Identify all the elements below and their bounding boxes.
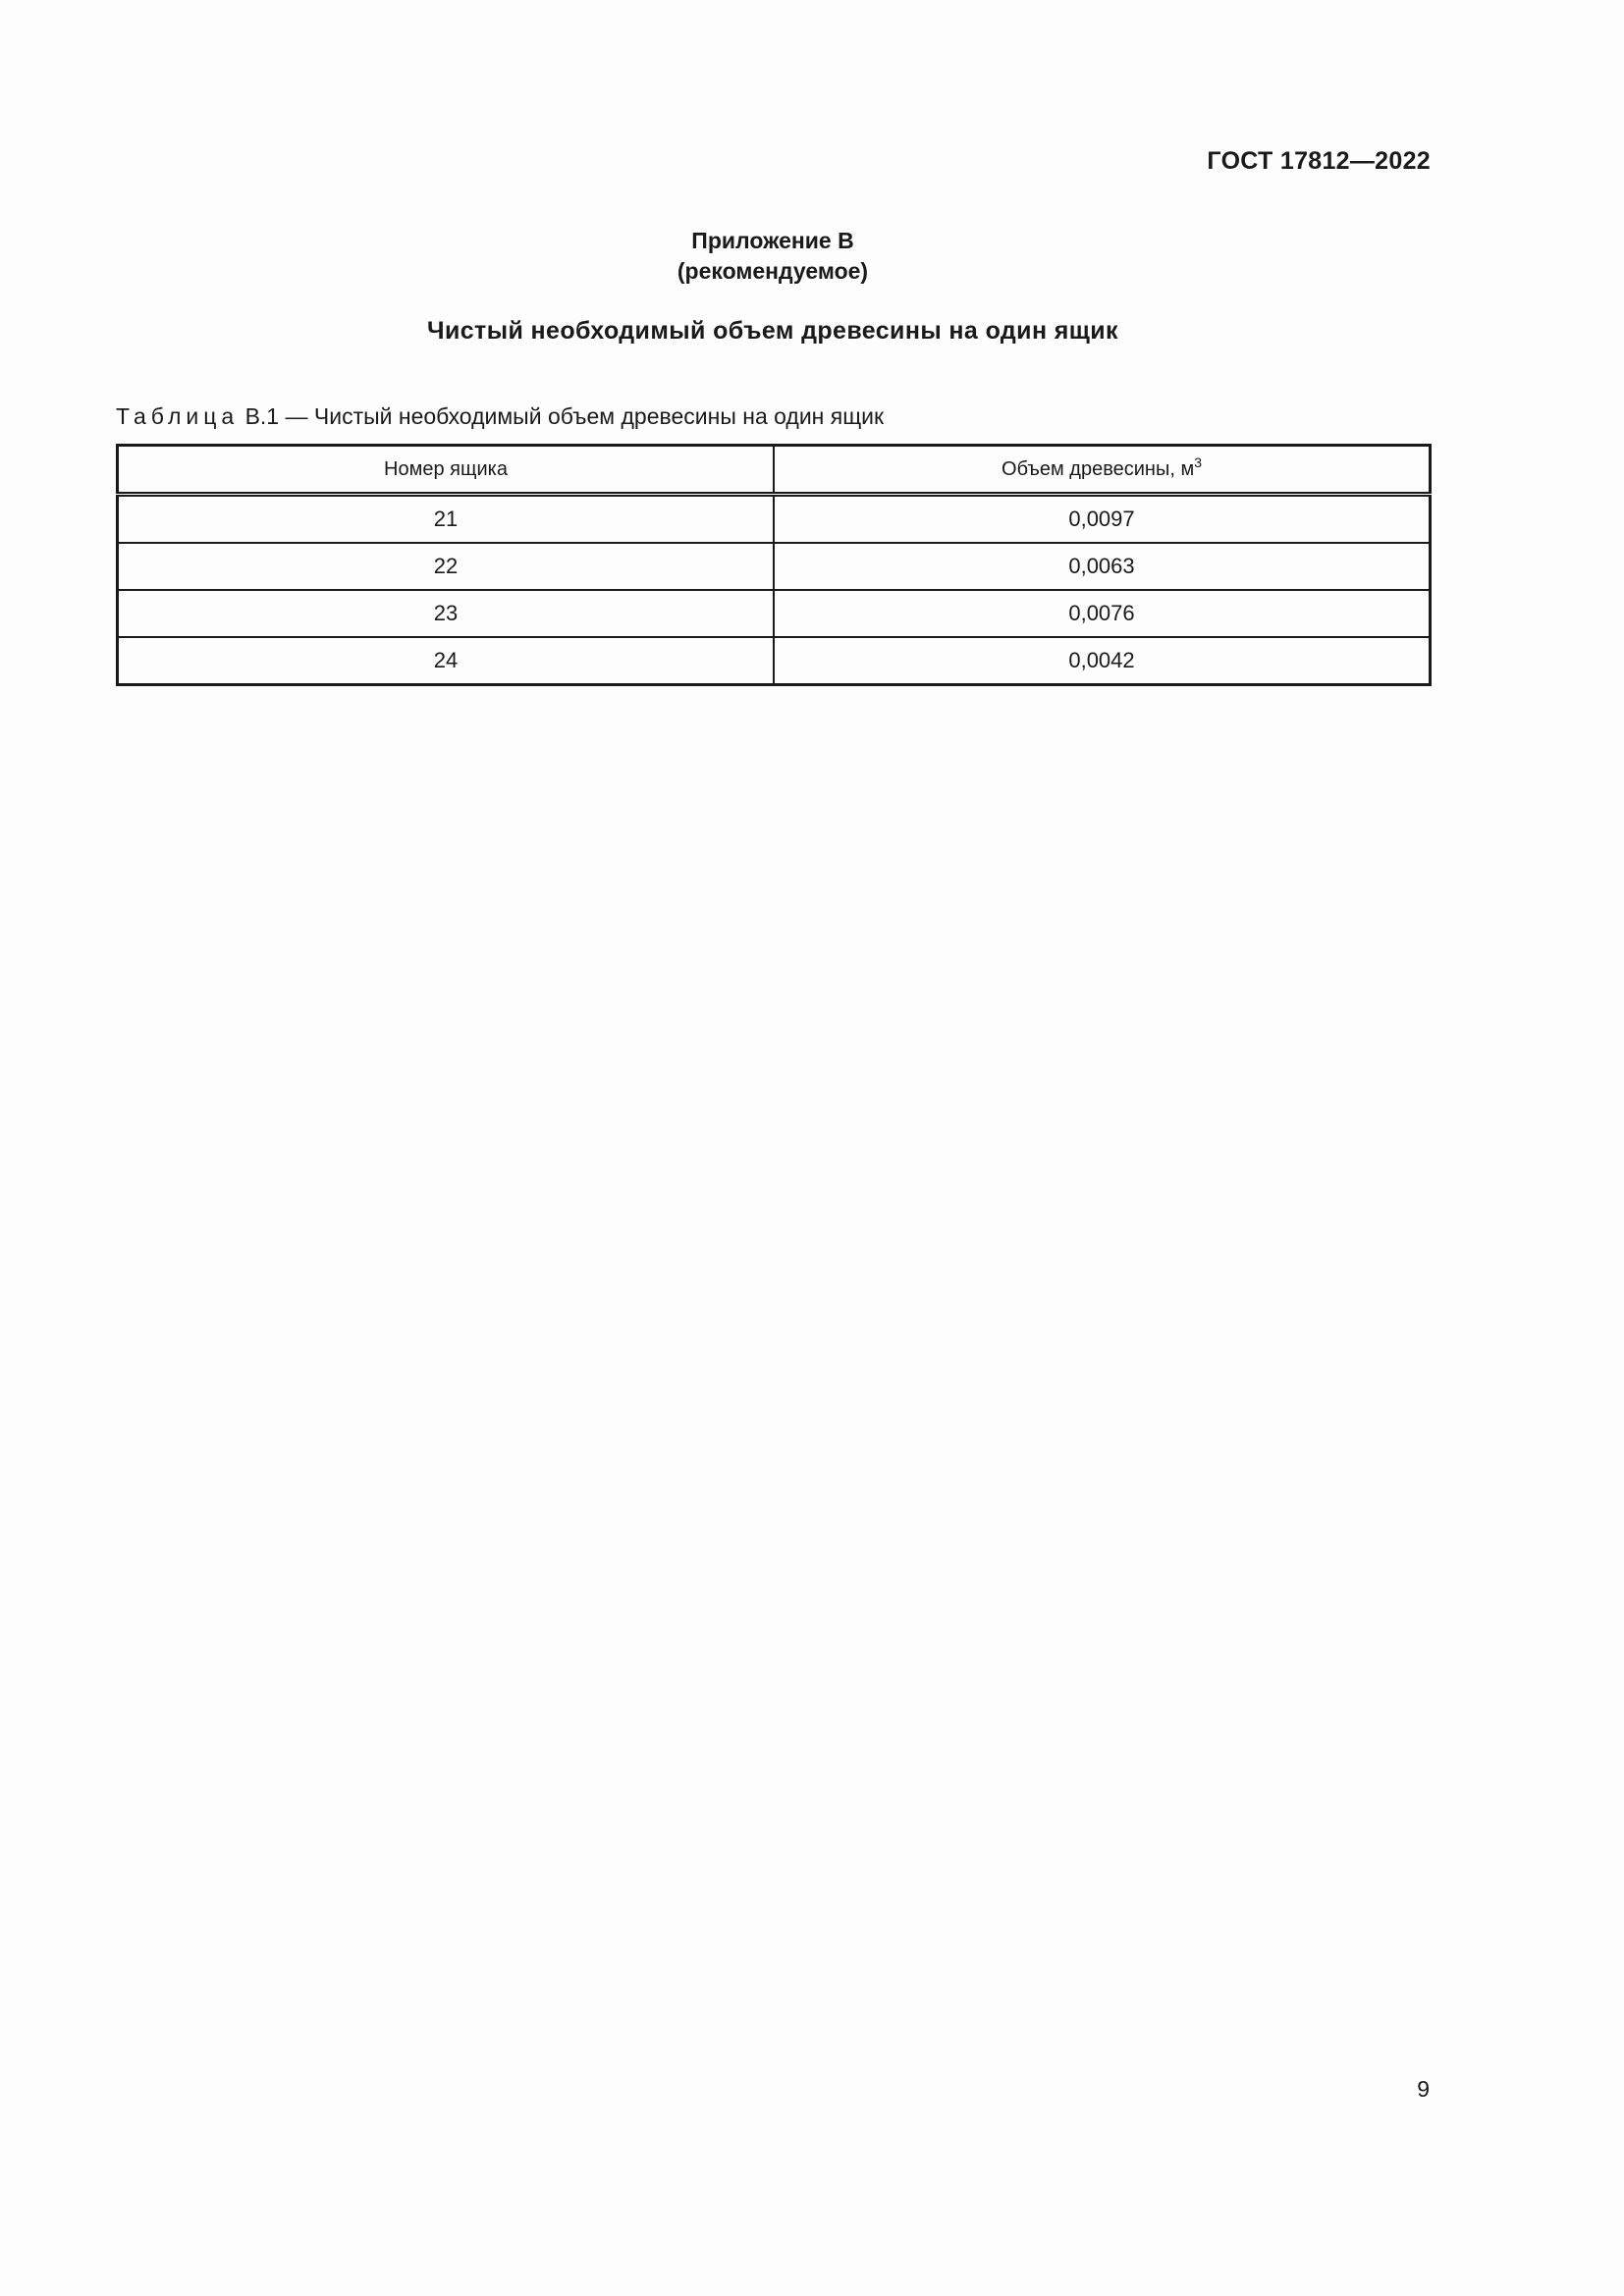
table-header-row — [118, 446, 1431, 495]
cell-box-number: 22 — [118, 543, 775, 590]
document-code: ГОСТ 17812—2022 — [1207, 147, 1431, 175]
cell-wood-volume: 0,0042 — [774, 637, 1431, 685]
cell-box-number: 24 — [118, 637, 775, 685]
table-row — [118, 543, 1431, 590]
table-row — [118, 590, 1431, 637]
wood-volume-table — [116, 444, 1432, 686]
column-header-box-number-label: Номер ящика — [384, 457, 508, 480]
unit-exponent: 3 — [1194, 454, 1202, 470]
table-row — [118, 637, 1431, 685]
annex-heading — [0, 226, 1545, 287]
cell-wood-volume: 0,0097 — [774, 495, 1431, 544]
cell-wood-volume: 0,0076 — [774, 590, 1431, 637]
table-caption-label: Таблица — [116, 403, 240, 429]
cell-box-number: 21 — [118, 495, 775, 544]
page-number: 9 — [1417, 2076, 1430, 2102]
column-header-wood-volume — [774, 446, 1431, 495]
table-caption-text: — Чистый необходимый объем древесины на один ящик — [285, 403, 885, 429]
table-row — [118, 495, 1431, 544]
column-header-box-number — [118, 446, 775, 495]
cell-box-number: 23 — [118, 590, 775, 637]
table-caption — [116, 403, 884, 430]
cell-wood-volume: 0,0063 — [774, 543, 1431, 590]
annex-status: (рекомендуемое) — [677, 258, 869, 284]
table-caption-number: В.1 — [244, 403, 280, 429]
annex-title: Приложение В — [691, 228, 854, 253]
column-header-wood-volume-label: Объем древесины, м — [1001, 457, 1195, 480]
section-title: Чистый необходимый объем древесины на один ящик — [427, 317, 1118, 345]
